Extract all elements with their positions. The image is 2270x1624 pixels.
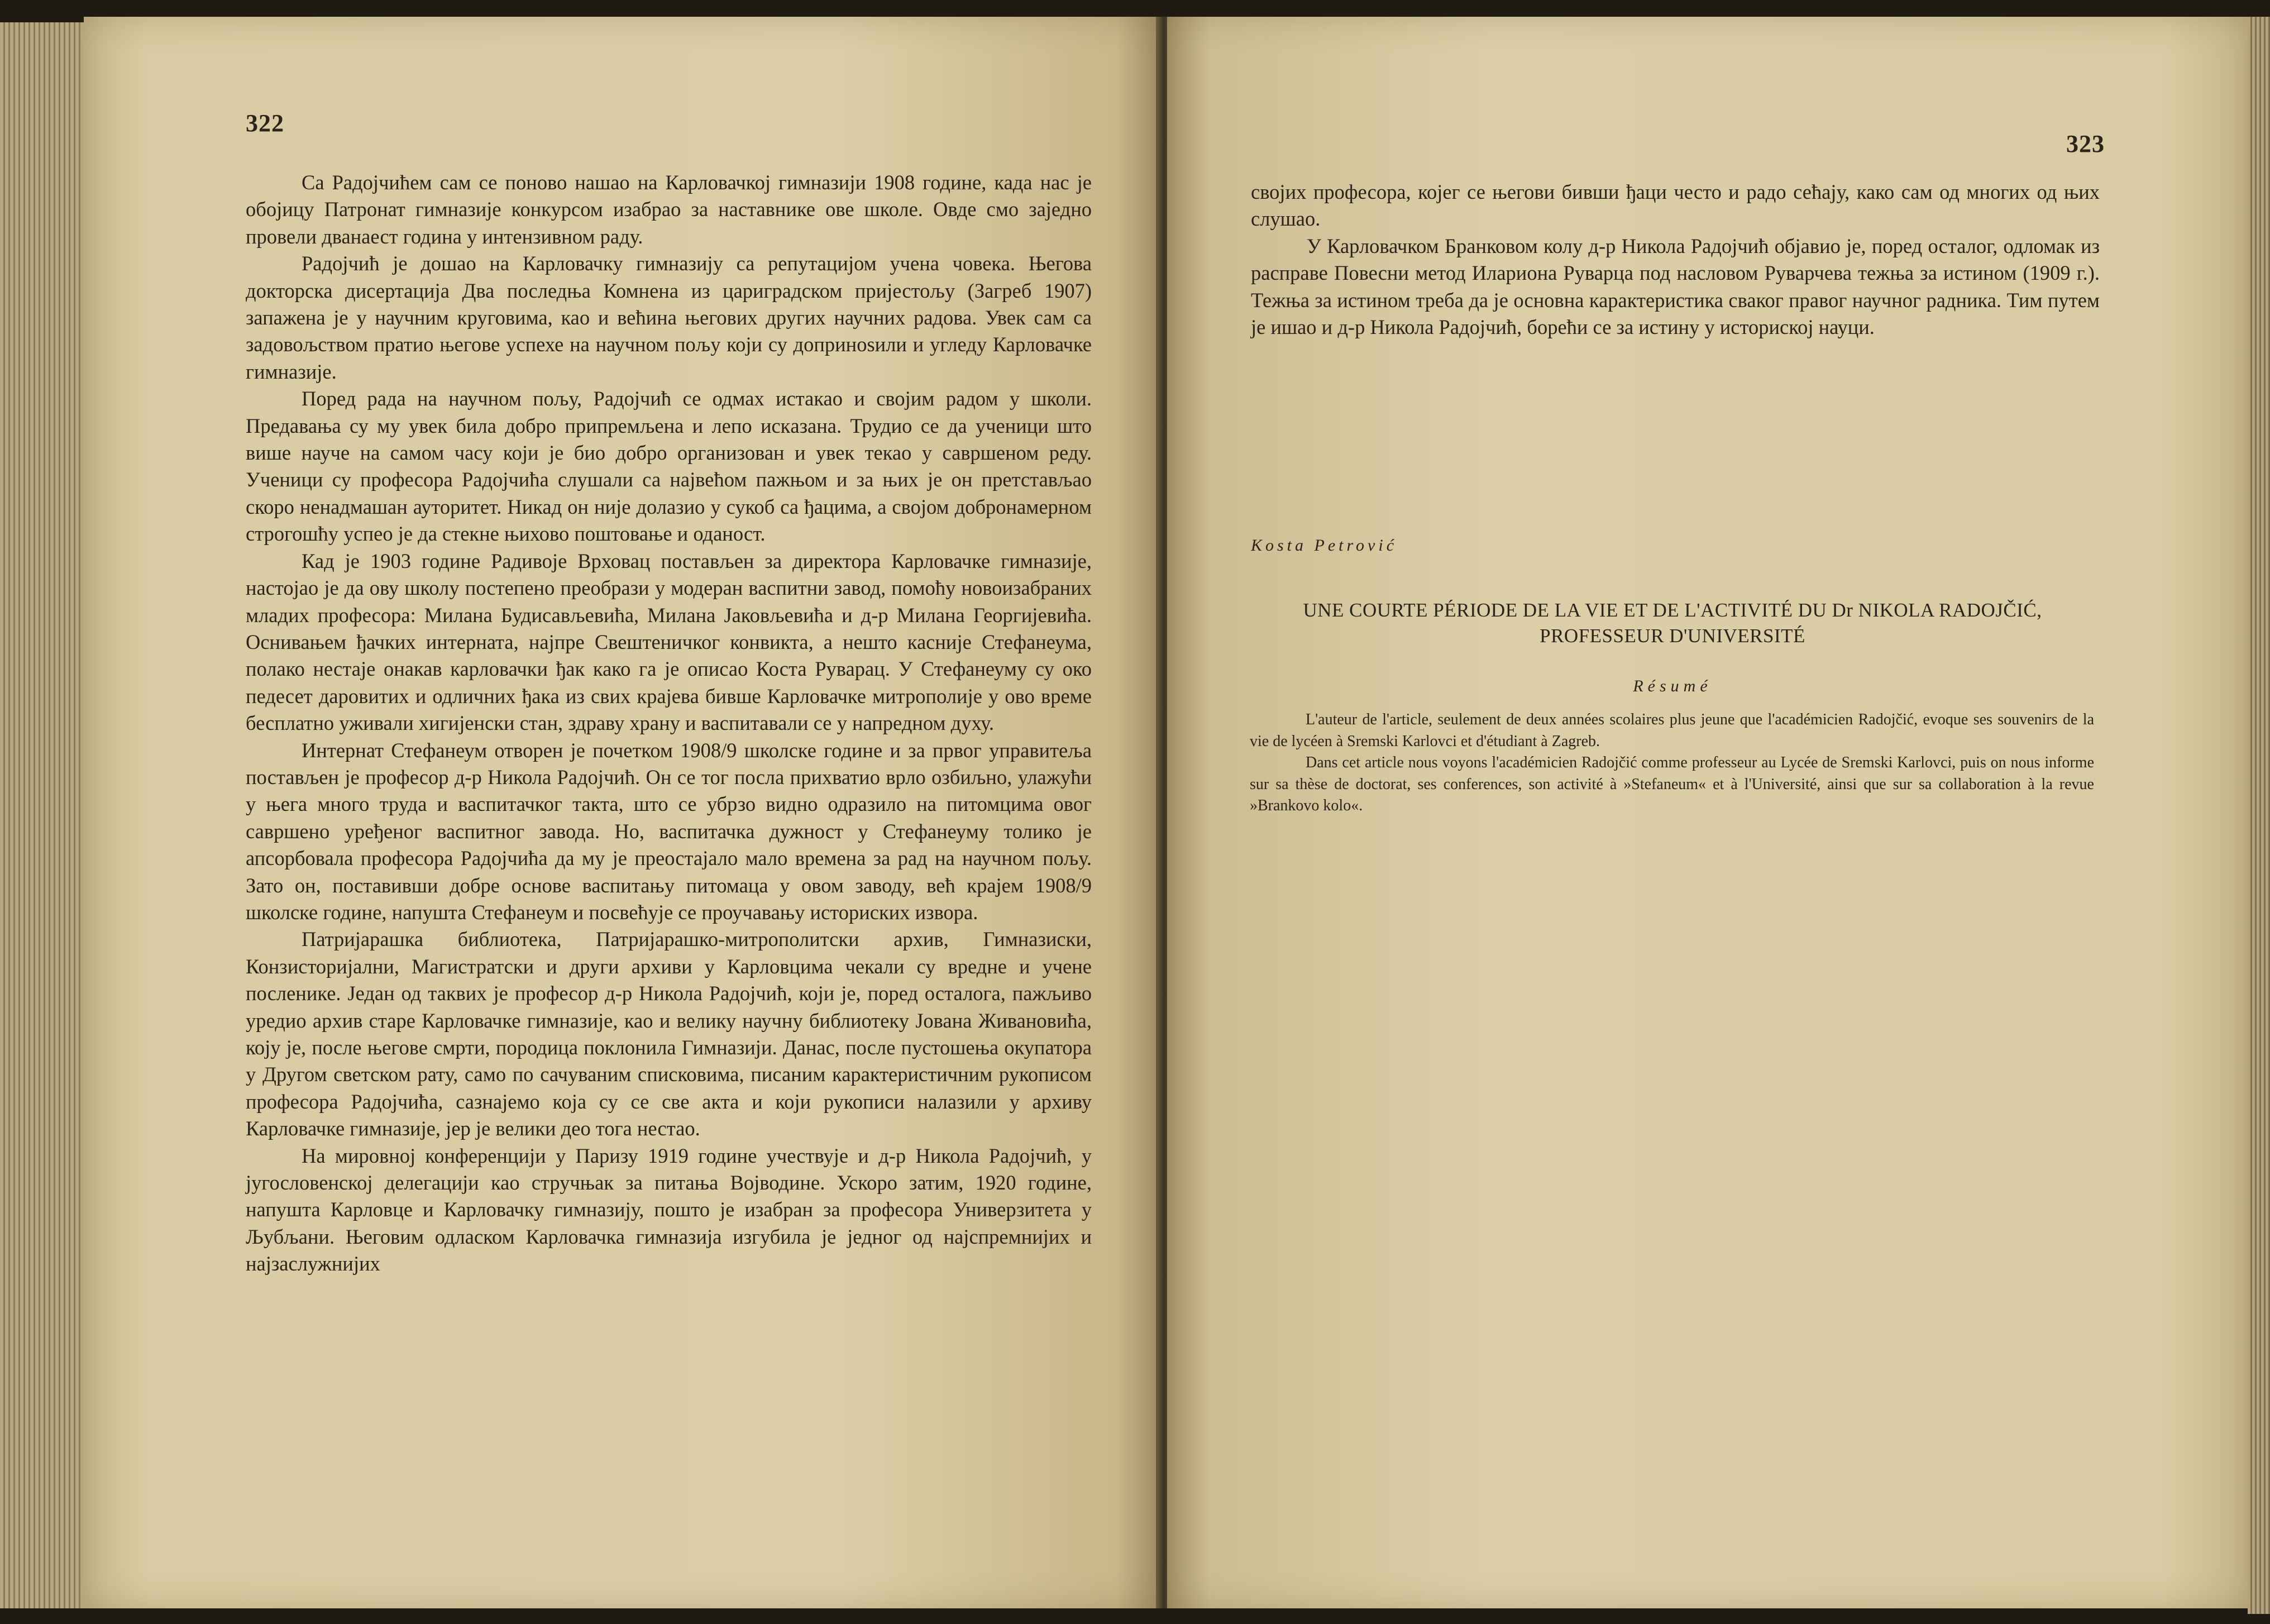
author-name: Kosta Petrović: [1251, 536, 1398, 555]
paragraph: Патријарашка библиотека, Патријарашко-митрополитски архив, Гимназиски, Конзисторијални, Магистратски и други архиви у Карловцима чекали су вредне и учене посленике. Један од таквих је професор д-р Никола Радојчић, који је, поред осталога, пажљиво уредио архив старе Карловачке гимназије, као и велику научну библиотеку Јована Живановића, коју је, после његове смрти, породица поклонила Гимназији. Данас, после пустошења окупатора у Другом светском рату, само по сачуваним списковима, писаним карактеристичним рукописом професора Радојчића, сазнајемо која су се све акта и који рукописи налазили у архиву Карловачке гимназије, јер је велики део тога нестао.: [246, 928, 1092, 1140]
summary-title-line: UNE COURTE PÉRIODE DE LA VIE ET DE L'ACTIVITÉ DU Dr NIKOLA RADOJČIĆ,: [1303, 599, 2042, 621]
paragraph: Са Радојчићем сам се поново нашао на Карловачкој гимназији 1908 године, када нас је обојицу Патронат гимназије конкурсом изабрао за наставнике ове школе. Овде смо заједно провели дванаест година у интензивном раду.: [246, 171, 1092, 248]
right-page-number: 323: [2066, 130, 2105, 157]
summary-title: [1240, 598, 2105, 649]
paragraph: На мировној конференцији у Паризу 1919 године учествује и д-р Никола Радојчић, у југословенској делегацији као стручњак за питања Војводине. Ускоро затим, 1920 године, напушта Карловце и Карловачку гимназију, пошто је изабран за професора Универзитета у Љубљани. Његовим одласком Карловачка гимназија изгубила је једног од најспремнијих и најзаслужнијих: [246, 1144, 1092, 1276]
resume-text: [1250, 709, 2094, 817]
paragraph: Поред рада на научном пољу, Радојчић се одмах истакао и својим радом у школи. Предавања су му увек била добро припремљена и лепо искaзана. Трудио се да ученици што више науче на самом часу који је био добро организован и увек текао у савршеном реду. Ученици су професора Радојчића слушали са највећом пажњом и за њих је он претстављао скоро ненадмашан ауторитет. Никад он није долазио у сукоб са ђацима, а својом добронамерном строгошћу успео је да стекне њихово поштовање и оданост.: [246, 387, 1092, 546]
summary-title-line: PROFESSEUR D'UNIVERSITÉ: [1540, 625, 1805, 647]
paragraph: У Карловачком Бранковом колу д-р Никола Радојчић објавио је, поред осталог, одломак из расправе Повесни метод Илариона Руварца под насловом Руварчева тежња за истином (1909 г.). Тежња за истином треба да је основна карактеристика сваког правог научног радника. Тим путем је ишао и д-р Никола Радојчић, борећи се за истину у историској науци.: [1251, 234, 2100, 339]
paragraph: Кад је 1903 године Радивоје Врховац постављен за директора Карловачке гимназије, настојао је да ову школу постепено преобрази у модеран васпитни завод, помоћу новоизабраних младих професора: Милана Будисављевића, Милана Јаковљевића и д-р Милана Георгијевића. Оснивањем ђачких интерната, најпре Свештеничког конвикта, а нешто касније Стефанеума, полако нестаје онакав карловачки ђак како га је описао Коста Руварац. У Стефанеуму су око педесет даровитих и одличних ђака из свих крајева бивше Карловачке митрополије у ово време бесплатно уживали хигијенски стан, здраву храну и васпитавали се у напредном духу.: [246, 549, 1092, 735]
paragraph: Радојчић је дошао на Карловачку гимназију са репутацијом учена човека. Његова докторска дисертација Два последња Комнена из цариградском пријестољу (Загреб 1907) запажена је у научним круговима, као и већина његових других научних радова. Увек сам са задовољством пратио његове успехе на научном пољу који су допринosили и угледу Карловачке гимназије.: [246, 252, 1092, 383]
left-page-edges: [0, 22, 95, 1608]
paragraph-continuation: својих професора, којег се његови бивши ђаци често и радо сећају, како сам од многих од њих слушао.: [1251, 180, 2100, 231]
right-page-edges: [2248, 17, 2270, 1614]
resume-paragraph: Dans cet article nous voyons l'académicien Radojčić comme professeur au Lycée de Sremski Karlovci, puis on nous informe sur sa thèse de doctorat, ses conferences, son activité à »Stefaneum« et à l'Université, ainsi que sur sa collaboration à la revue »Brankovo kolo«.: [1250, 754, 2094, 814]
paragraph: Интернат Стефанеум отворен је почетком 1908/9 школске године и за првог управитеља постављен је професор д-р Никола Радојчић. Он се тог посла прихватио врло озбиљно, улажући у њега много труда и васпитачког такта, што се убрзо видно одразило на питомцима овог савршено уређеног васпитног завода. Но, васпитачка дужност у Стефанеуму толико је апсорбовала професора Радојчића да му је преостајало мало времена за рад на научном пољу. Зато он, поставивши добре основе васпитању питомаца у овом заводу, већ крајем 1908/9 школске године, напушта Стефанеум и посвећује се проучавању историских извора.: [246, 738, 1092, 924]
right-page-text: [1251, 179, 2100, 341]
left-page-text: [246, 169, 1092, 1278]
resume-paragraph: L'auteur de l'article, seulement de deux années scolaires plus jeune que l'académicien Radojčić, evoque ses souvenirs de la vie de lycéen à Sremski Karlovci et d'étudiant à Zagreb.: [1250, 711, 2094, 750]
left-page-number: 322: [246, 109, 284, 137]
resume-heading: Résumé: [1633, 677, 1712, 695]
